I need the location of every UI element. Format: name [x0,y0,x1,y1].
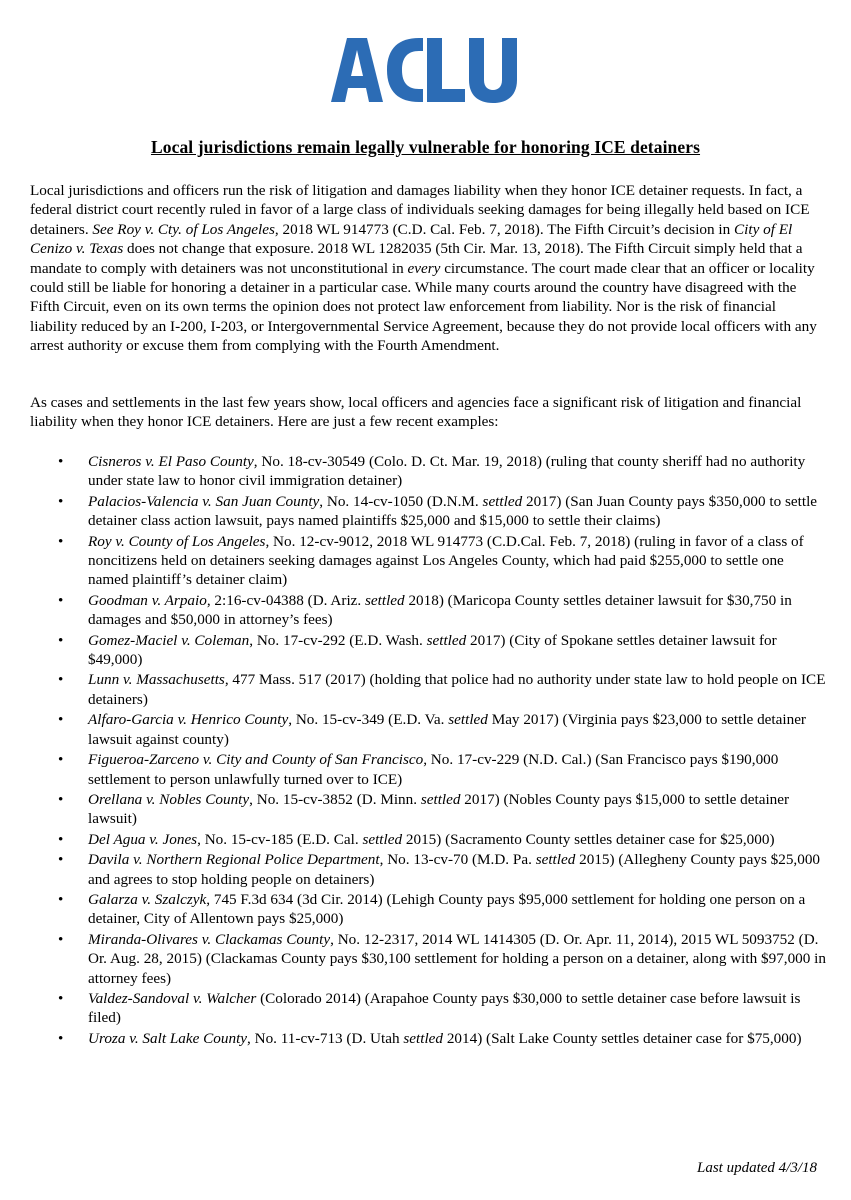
bullet-icon: • [58,830,64,848]
bullet-icon: • [58,851,64,869]
text-run: 2017) (San Juan County pays $350,000 to settle detainer class action lawsuit, pays named plaintiffs $25,000 and $15,000 to settle their claims) [88,492,818,530]
italic-text: every [407,259,441,277]
page-title: Local jurisdictions remain legally vulnerable for honoring ICE detainers [150,137,701,157]
case-list-item [58,492,828,531]
italic-text: Cisneros v. El Paso County [88,453,254,470]
italic-text: Figueroa-Zarceno v. City and County of San Francisco [88,751,424,769]
italic-text: settled [365,591,405,609]
examples-intro-paragraph: As cases and settlements in the last few years show, local officers and agencies face a significant risk of litigation and financial liability when they honor ICE detainers. Here are just a few recent examples: [30,394,802,431]
case-list-item [58,1029,828,1048]
bullet-icon: • [58,890,64,908]
case-list-item [58,790,828,829]
case-list-item [58,670,828,709]
case-list [58,452,828,1049]
case-citation [88,453,805,489]
text-run: , No. 17-cv-229 (N.D. Cal.) (San Francisco pays $190,000 settlement to person unlawfully turned over to ICE) [88,751,779,788]
intro-paragraph [30,181,825,356]
text-run: , No. 15-cv-185 (E.D. Cal. [197,830,363,848]
logo-letter-c [387,38,423,102]
italic-text: Uroza v. Salt Lake County [88,1029,248,1047]
bullet-icon: • [58,790,64,808]
italic-text: settled [448,711,488,729]
text-run: , No. 12-cv-9012, 2018 WL 914773 (C.D.Cal. Feb. 7, 2018) (ruling in favor of a class of noncitizens held on detainers seeking damages against Los Angeles County, which had paid $255,000 to settle one named plaintiff’s detainer claim) [88,532,804,589]
italic-text: Alfaro-Garcia v. Henrico County [88,711,289,729]
logo-letter-a [331,38,383,102]
logo-letter-l [427,38,465,102]
italic-text: Orellana v. Nobles County [88,790,250,808]
text-run: (Colorado 2014) (Arapahoe County pays $30,000 to settle detainer case before lawsuit is filed) [88,989,801,1027]
text-run: , No. 14-cv-1050 (D.N.M. [319,492,483,510]
case-citation [88,1030,802,1047]
case-list-item [58,750,828,789]
text-run: , No. 15-cv-3852 (D. Minn. [249,790,421,808]
italic-text: Miranda-Olivares v. Clackamas County [88,930,331,948]
bullet-icon: • [58,631,64,649]
bullet-icon: • [58,1029,64,1047]
text-run: , 477 Mass. 517 (2017) (holding that police had no authority under state law to hold people on ICE detainers) [88,671,826,708]
text-run: , No. 11-cv-713 (D. Utah [247,1029,404,1047]
bullet-icon: • [58,930,64,948]
case-list-item [58,930,828,988]
case-list-item [58,591,828,630]
case-list-item [58,631,828,670]
italic-text: City of El Cenizo v. Texas [30,220,793,258]
italic-text: Del Agua v. Jones [88,830,198,848]
text-run: , 2:16-cv-04388 (D. Ariz. [206,591,365,609]
case-citation [88,592,792,628]
case-citation [88,711,806,747]
case-list-item [58,850,828,889]
text-run: , No. 12-2317, 2014 WL 1414305 (D. Or. Apr. 11, 2014), 2015 WL 5093752 (D. Or. Aug. 28, 2015) (Clackamas County pays $30,100 settlement for holding a person on a detainer, along with $97,000 in attorney fees) [88,930,826,987]
case-citation [88,791,789,827]
case-citation [88,931,826,987]
bullet-icon: • [58,751,64,769]
italic-text: Palacios-Valencia v. San Juan County [88,492,320,510]
italic-text: settled [535,851,576,869]
aclu-logo-mark [331,34,521,106]
case-list-item [58,989,828,1028]
text-run: 2017) (City of Spokane settles detainer lawsuit for $49,000) [88,631,777,669]
case-citation [88,891,805,927]
text-run: 2015) (Sacramento County settles detainer case for $25,000) [402,830,775,848]
bullet-icon: • [58,492,64,510]
bullet-icon: • [58,671,64,689]
bullet-icon: • [58,989,64,1007]
aclu-logo [0,34,851,106]
italic-text: Gomez-Maciel v. Coleman [88,631,250,649]
text-run: 2018) (Maricopa County settles detainer lawsuit for $30,750 in damages and $50,000 in attorney’s fees) [88,591,792,629]
case-citation [88,671,825,707]
italic-text: See Roy v. Cty. of Los Angeles [92,220,275,238]
italic-text: settled [482,492,523,510]
text-run: 2014) (Salt Lake County settles detainer case for $75,000) [443,1029,802,1047]
italic-text: Roy v. County of Los Angeles [88,532,266,550]
italic-text: Goodman v. Arpaio [88,591,207,609]
case-citation [88,831,775,848]
last-updated: Last updated 4/3/18 [696,1160,817,1176]
text-run: , No. 15-cv-349 (E.D. Va. [288,711,449,729]
text-run: , 745 F.3d 634 (3d Cir. 2014) (Lehigh County pays $95,000 settlement for holding one person on a detainer, City of Allentown pays $25,000) [88,890,806,928]
case-citation [88,990,800,1026]
text-run: 2017) (Nobles County pays $15,000 to settle detainer lawsuit) [88,790,790,828]
text-run: circumstance. The court made clear that an officer or locality could still be liable for honoring a detainer in a particular case. While many courts around the country have disagreed with the Fifth Circuit, even on its own terms the opinion does not protect law enforcement from liability. Nor is the risk of financial liability reduced by an I-200, I-203, or Intergovernmental Service Agreement, because they do not provide local officers with any arrest authority or excuse them from complying with the Fourth Amendment. [30,259,817,355]
case-citation [88,751,778,787]
text-run: , 2018 WL 914773 (C.D. Cal. Feb. 7, 2018). The Fifth Circuit’s decision in [274,220,735,238]
case-citation [88,493,817,529]
text-run: does not change that exposure. 2018 WL 1282035 (5th Cir. Mar. 13, 2018). The Fifth Circuit simply held that a mandate to comply with detainers was not unconstitutional in [30,240,803,277]
italic-text: settled [426,631,467,649]
case-list-item [58,890,828,929]
italic-text: Valdez-Sandoval v. Walcher [88,989,257,1007]
italic-text: settled [362,830,403,848]
bullet-icon: • [58,711,64,729]
case-list-item [58,532,828,590]
text-run: 2015) (Allegheny County pays $25,000 and agrees to stop holding people on detainers) [88,851,821,888]
case-list-item [58,830,828,849]
text-run: , No. 18-cv-30549 (Colo. D. Ct. Mar. 19, 2018) (ruling that county sheriff had no authority under state law to honor civil immigration detainer) [88,453,806,490]
italic-text: settled [420,790,461,808]
text-run: Local jurisdictions and officers run the risk of litigation and damages liability when they honor ICE detainer requests. In fact, a federal district court recently ruled in favor of a large class of individuals seeking damages for being illegally held based on ICE detainers. [30,182,810,238]
case-citation [88,851,820,887]
bullet-icon: • [58,591,64,609]
text-run: , No. 13-cv-70 (M.D. Pa. [379,851,536,869]
text-run: , No. 17-cv-292 (E.D. Wash. [249,631,427,649]
italic-text: Galarza v. Szalczyk [88,890,207,908]
text-run: May 2017) (Virginia pays $23,000 to settle detainer lawsuit against county) [88,711,806,748]
case-citation [88,632,777,668]
italic-text: Davila v. Northern Regional Police Department [88,851,380,869]
bullet-icon: • [58,453,64,470]
bullet-icon: • [58,532,64,550]
italic-text: settled [403,1029,444,1047]
case-citation [88,533,804,589]
case-list-item [58,452,828,491]
logo-letter-u [469,38,517,103]
case-list-item [58,710,828,749]
italic-text: Lunn v. Massachusetts [88,671,225,689]
